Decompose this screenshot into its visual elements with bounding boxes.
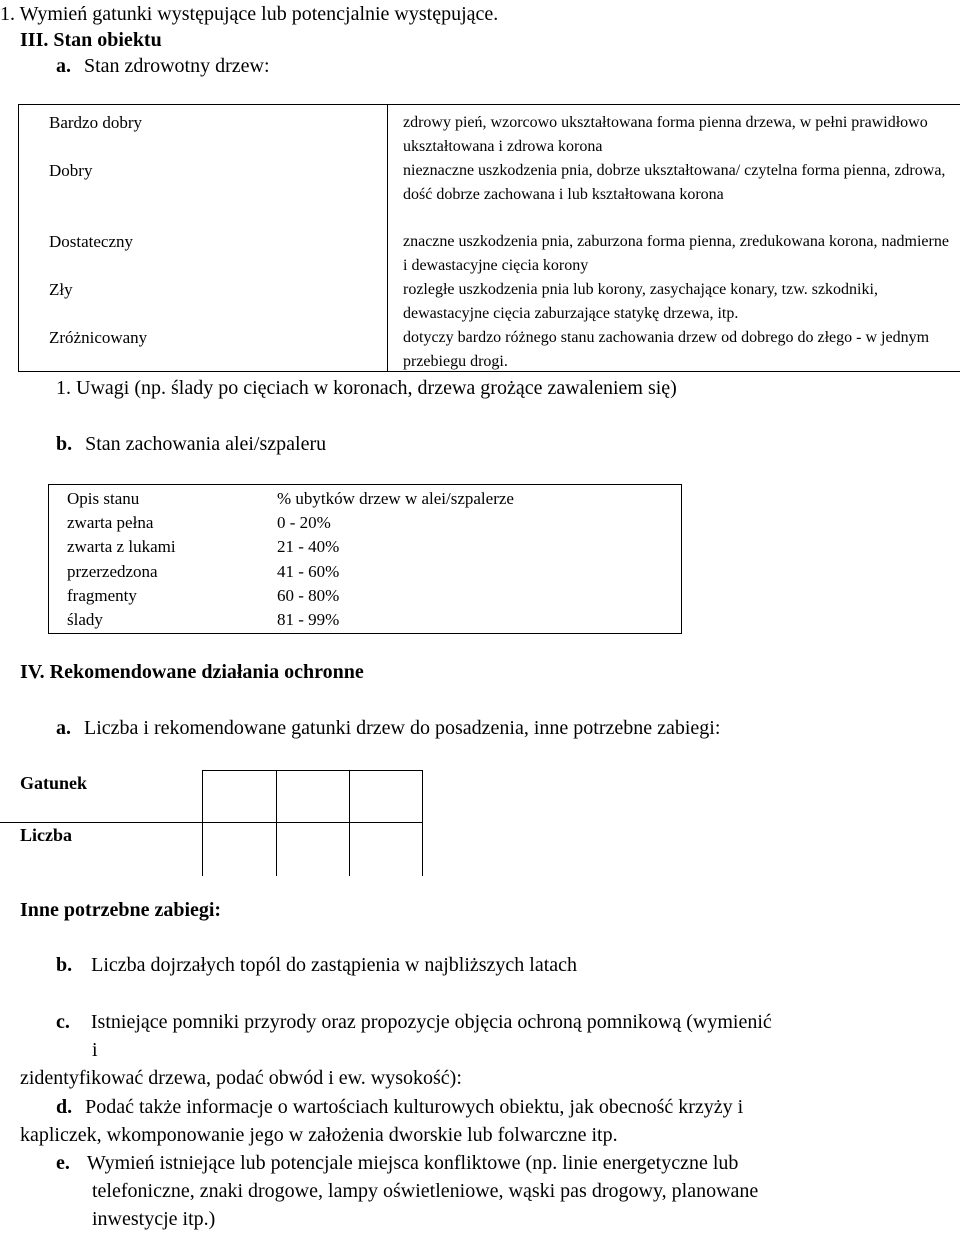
item-d-letter: d. — [56, 1096, 73, 1118]
item-b-letter: b. — [56, 954, 73, 976]
item-e-continuation: telefoniczne, znaki drogowe, lampy oświetleniowe, wąski pas drogowy, planowane — [92, 1180, 759, 1202]
table-row — [49, 511, 681, 535]
item-a-text: Liczba i rekomendowane gatunki drzew do posadzenia, inne potrzebne zabiegi: — [84, 717, 721, 739]
row-percent: 41 - 60% — [277, 562, 340, 581]
item-e-text: Wymień istniejące lub potencjale miejsca konfliktowe (np. linie energetyczne lub — [86, 1152, 739, 1174]
table-row — [49, 560, 681, 584]
item-c — [56, 1010, 772, 1034]
remarks-line: 1. Uwagi (np. ślady po cięciach w koronach, drzewa grożące zawaleniem się) — [56, 377, 677, 399]
health-label-sufficient: Dostateczny — [49, 232, 134, 251]
item-e — [56, 1151, 738, 1175]
table-header-row — [49, 487, 681, 511]
avenue-state-table — [48, 484, 682, 634]
header-loss-percent: % ubytków drzew w alei/szpalerze — [277, 489, 514, 508]
question-species: 1. Wymień gatunki występujące lub potencjalnie występujące. — [0, 3, 499, 25]
item-d — [56, 1095, 743, 1119]
grid-col-line — [422, 770, 423, 876]
item-c-continuation-2: zidentyfikować drzewa, podać obwód i ew. wysokość): — [20, 1067, 462, 1089]
item-c-continuation: i — [92, 1039, 98, 1061]
table-row — [49, 535, 681, 559]
item-a-letter: a. — [56, 717, 71, 739]
row-percent: 21 - 40% — [277, 537, 340, 556]
subsection-a-text: Stan zdrowotny drzew: — [84, 55, 270, 77]
grid-label-species: Gatunek — [20, 773, 88, 793]
section-4-heading: IV. Rekomendowane działania ochronne — [20, 661, 364, 683]
health-label-good: Dobry — [49, 161, 93, 180]
table-row — [49, 608, 681, 632]
header-state-description: Opis stanu — [67, 489, 140, 508]
health-desc-very-good: zdrowy pień, wzorcowo ukształtowana forma pienna drzewa, w pełni prawidłowo ukształtowana i zdrowa korona — [403, 114, 928, 155]
grid-mid-line — [0, 822, 422, 823]
row-state: fragmenty — [67, 586, 137, 605]
health-desc-bad: rozległe uszkodzenia pnia lub korony, zasychające konary, tzw. szkodniki, dewastacyjne cięcia zaburzające statykę drzewa, itp. — [403, 281, 878, 322]
health-label-bad: Zły — [49, 280, 73, 299]
subsection-b-letter: b. — [56, 433, 73, 455]
table-row — [49, 584, 681, 608]
grid-col-line — [276, 770, 277, 876]
row-percent: 60 - 80% — [277, 586, 340, 605]
item-c-text: Istniejące pomniki przyrody oraz propozycje objęcia ochroną pomnikową (wymienić — [90, 1011, 772, 1033]
subsection-b-heading — [56, 432, 326, 456]
health-label-varied: Zróżnicowany — [49, 328, 148, 347]
item-d-continuation: kapliczek, wkomponowanie jego w założenia dworskie lub folwarczne itp. — [20, 1124, 618, 1146]
grid-col-line — [349, 770, 350, 876]
health-state-table — [18, 104, 960, 372]
row-state: zwarta z lukami — [67, 537, 176, 556]
other-procedures-heading: Inne potrzebne zabiegi: — [20, 899, 222, 921]
row-state: przerzedzona — [67, 562, 158, 581]
health-label-very-good: Bardzo dobry — [49, 113, 143, 132]
subsection-a-heading — [56, 54, 270, 78]
health-desc-sufficient: znaczne uszkodzenia pnia, zaburzona forma pienna, zredukowana korona, nadmierne i dewastacyjne cięcia korony — [403, 233, 949, 274]
item-c-letter: c. — [56, 1011, 70, 1033]
item-b — [56, 953, 577, 977]
row-state: zwarta pełna — [67, 513, 154, 532]
subsection-b-text: Stan zachowania alei/szpaleru — [85, 433, 327, 455]
grid-top-line — [202, 770, 422, 771]
table-divider — [387, 105, 388, 371]
item-d-text: Podać także informacje o wartościach kulturowych obiektu, jak obecność krzyży i — [85, 1096, 744, 1118]
row-percent: 81 - 99% — [277, 610, 340, 629]
health-desc-good: nieznaczne uszkodzenia pnia, dobrze ukształtowana/ czytelna forma pienna, zdrowa, dość dobrze zachowana i lub kształtowana korona — [403, 162, 946, 203]
subsection-a-letter: a. — [56, 55, 71, 77]
grid-label-count: Liczba — [20, 825, 72, 845]
row-percent: 0 - 20% — [277, 513, 331, 532]
item-b-text: Liczba dojrzałych topól do zastąpienia w najbliższych latach — [91, 954, 578, 976]
item-a — [56, 716, 720, 740]
section-3-heading: III. Stan obiektu — [20, 29, 162, 51]
item-e-letter: e. — [56, 1152, 70, 1174]
grid-col-line — [202, 770, 203, 876]
item-e-continuation-2: inwestycje itp.) — [92, 1208, 216, 1230]
health-desc-varied: dotyczy bardzo różnego stanu zachowania drzew od dobrego do złego - w jednym przebiegu drogi. — [403, 329, 930, 370]
row-state: ślady — [67, 610, 103, 629]
